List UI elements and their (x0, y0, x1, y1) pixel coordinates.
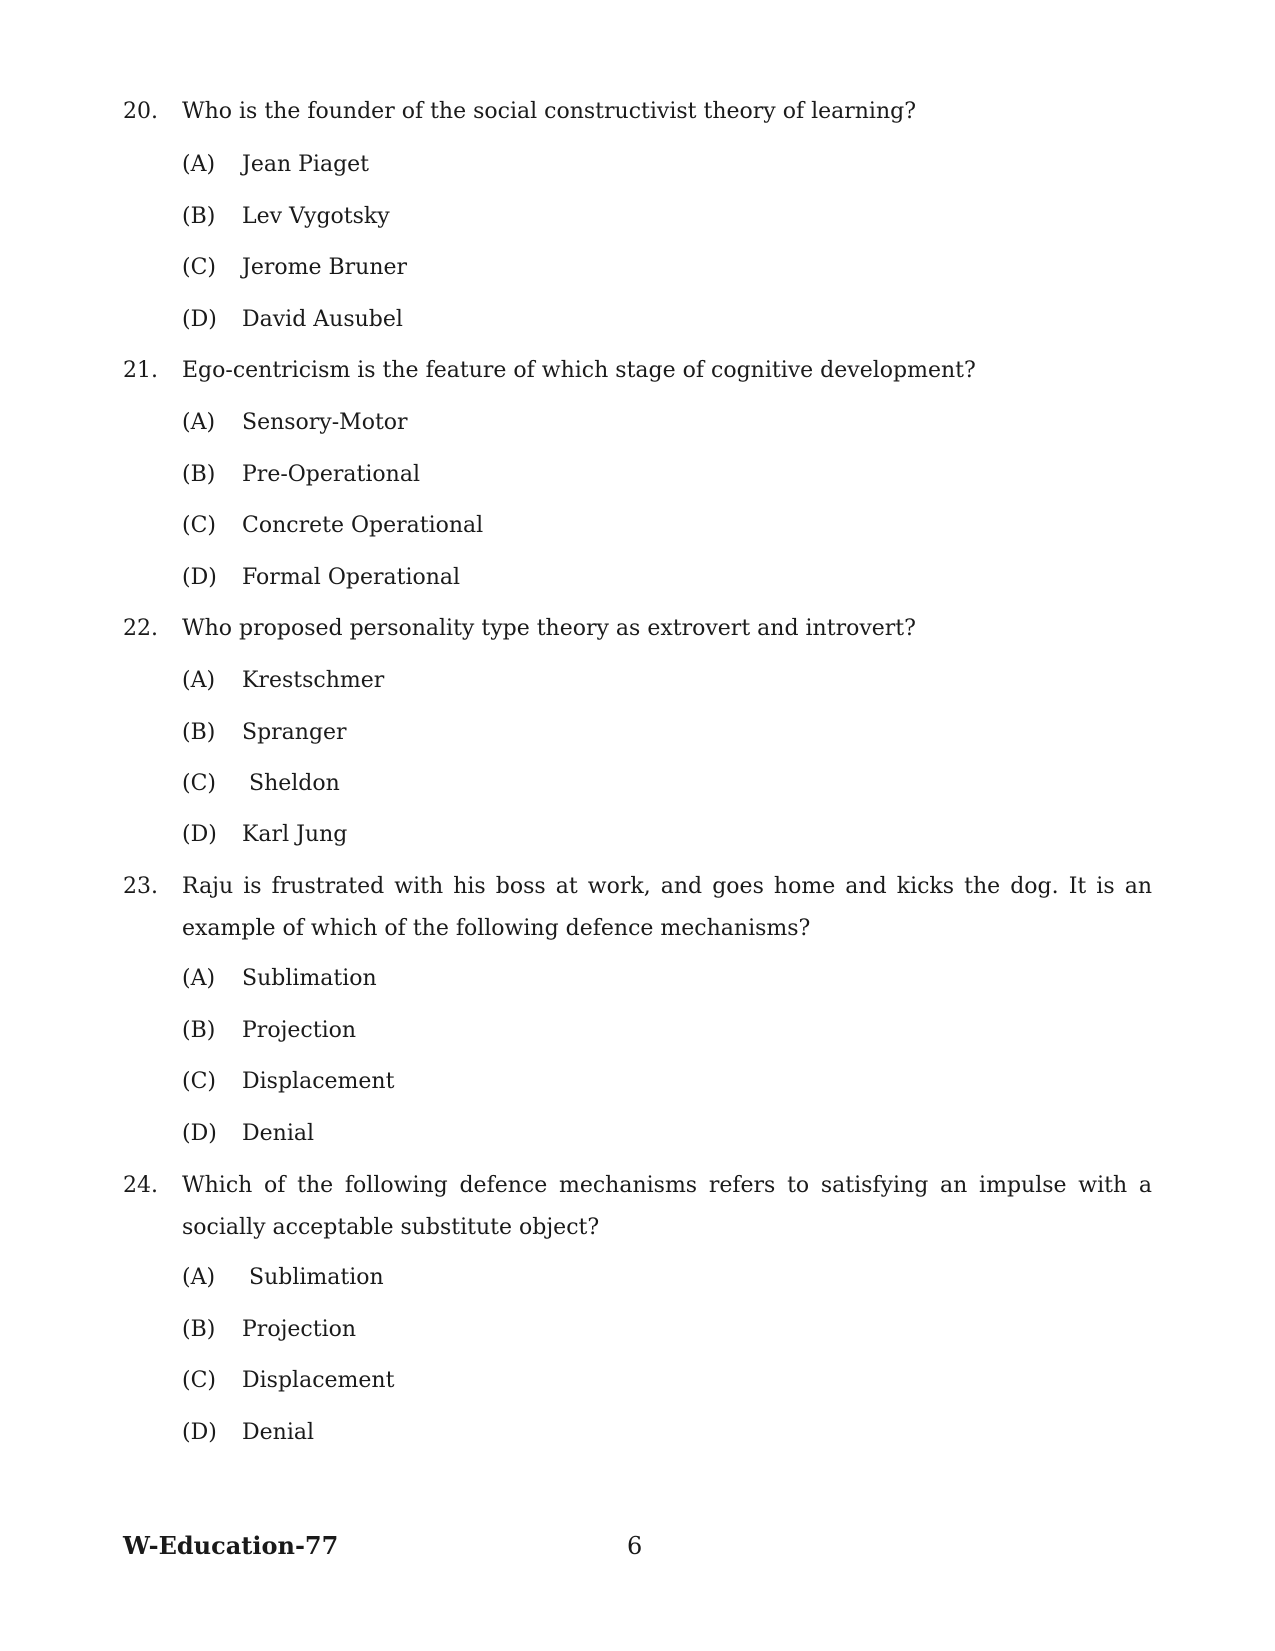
option-text: Denial (242, 1121, 315, 1146)
option-b (0, 197, 1275, 237)
option-text: Concrete Operational (242, 513, 484, 538)
option-a (0, 403, 1275, 443)
option-letter: (C) (182, 1069, 216, 1094)
option-c (0, 1361, 1275, 1401)
option-c (0, 764, 1275, 804)
option-letter: (B) (182, 204, 216, 229)
option-letter: (B) (182, 1018, 216, 1043)
option-a (0, 959, 1275, 999)
option-d (0, 1413, 1275, 1453)
page-number: 6 (627, 1532, 643, 1560)
option-letter: (B) (182, 1317, 216, 1342)
option-c (0, 1062, 1275, 1102)
option-text: Displacement (242, 1368, 395, 1393)
option-letter: (B) (182, 462, 216, 487)
question-number: 23. (123, 874, 158, 899)
option-text: Sheldon (242, 771, 340, 796)
question-number: 24. (123, 1173, 158, 1198)
option-d (0, 300, 1275, 340)
option-letter: (A) (182, 410, 216, 435)
option-letter: (A) (182, 152, 216, 177)
option-text: Jerome Bruner (242, 255, 408, 280)
option-text: Jean Piaget (242, 152, 370, 177)
option-letter: (C) (182, 771, 216, 796)
option-letter: (A) (182, 966, 216, 991)
option-letter: (D) (182, 307, 217, 332)
option-text: Karl Jung (242, 822, 348, 847)
option-text: Lev Vygotsky (242, 204, 390, 229)
option-b (0, 455, 1275, 495)
question-number: 21. (123, 358, 158, 383)
option-text: Sublimation (242, 1265, 384, 1290)
option-letter: (D) (182, 822, 217, 847)
option-text: David Ausubel (242, 307, 403, 332)
option-b (0, 1011, 1275, 1051)
option-c (0, 248, 1275, 288)
option-d (0, 1114, 1275, 1154)
option-letter: (C) (182, 255, 216, 280)
option-c (0, 506, 1275, 546)
option-a (0, 145, 1275, 185)
option-d (0, 815, 1275, 855)
option-letter: (C) (182, 513, 216, 538)
option-letter: (B) (182, 720, 216, 745)
question-text: Who proposed personality type theory as extrovert and introvert? (182, 616, 916, 641)
option-letter: (C) (182, 1368, 216, 1393)
option-text: Sublimation (242, 966, 377, 991)
option-letter: (A) (182, 668, 216, 693)
option-text: Projection (242, 1317, 357, 1342)
option-text: Displacement (242, 1069, 395, 1094)
option-text: Projection (242, 1018, 357, 1043)
option-d (0, 558, 1275, 598)
option-b (0, 713, 1275, 753)
question-number: 20. (123, 99, 158, 124)
option-letter: (D) (182, 1121, 217, 1146)
question-text: Raju is frustrated with his boss at work, and goes home and kicks the dog. It is an example of which of the following defence mechanisms? (182, 874, 1152, 941)
option-a (0, 661, 1275, 701)
question-number: 22. (123, 616, 158, 641)
paper-code: W-Education-77 (123, 1531, 339, 1560)
option-b (0, 1310, 1275, 1350)
option-a (0, 1258, 1275, 1298)
option-letter: (D) (182, 1420, 217, 1445)
option-letter: (A) (182, 1265, 216, 1290)
option-text: Pre-Operational (242, 462, 420, 487)
option-text: Formal Operational (242, 565, 461, 590)
question-text: Which of the following defence mechanisms refers to satisfying an impulse with a socially acceptable substitute object? (182, 1173, 1152, 1240)
option-letter: (D) (182, 565, 217, 590)
question-text: Ego-centricism is the feature of which stage of cognitive development? (182, 358, 976, 383)
option-text: Denial (242, 1420, 315, 1445)
option-text: Krestschmer (242, 668, 385, 693)
question-text: Who is the founder of the social constructivist theory of learning? (182, 99, 917, 124)
option-text: Sensory-Motor (242, 410, 408, 435)
option-text: Spranger (242, 720, 347, 745)
